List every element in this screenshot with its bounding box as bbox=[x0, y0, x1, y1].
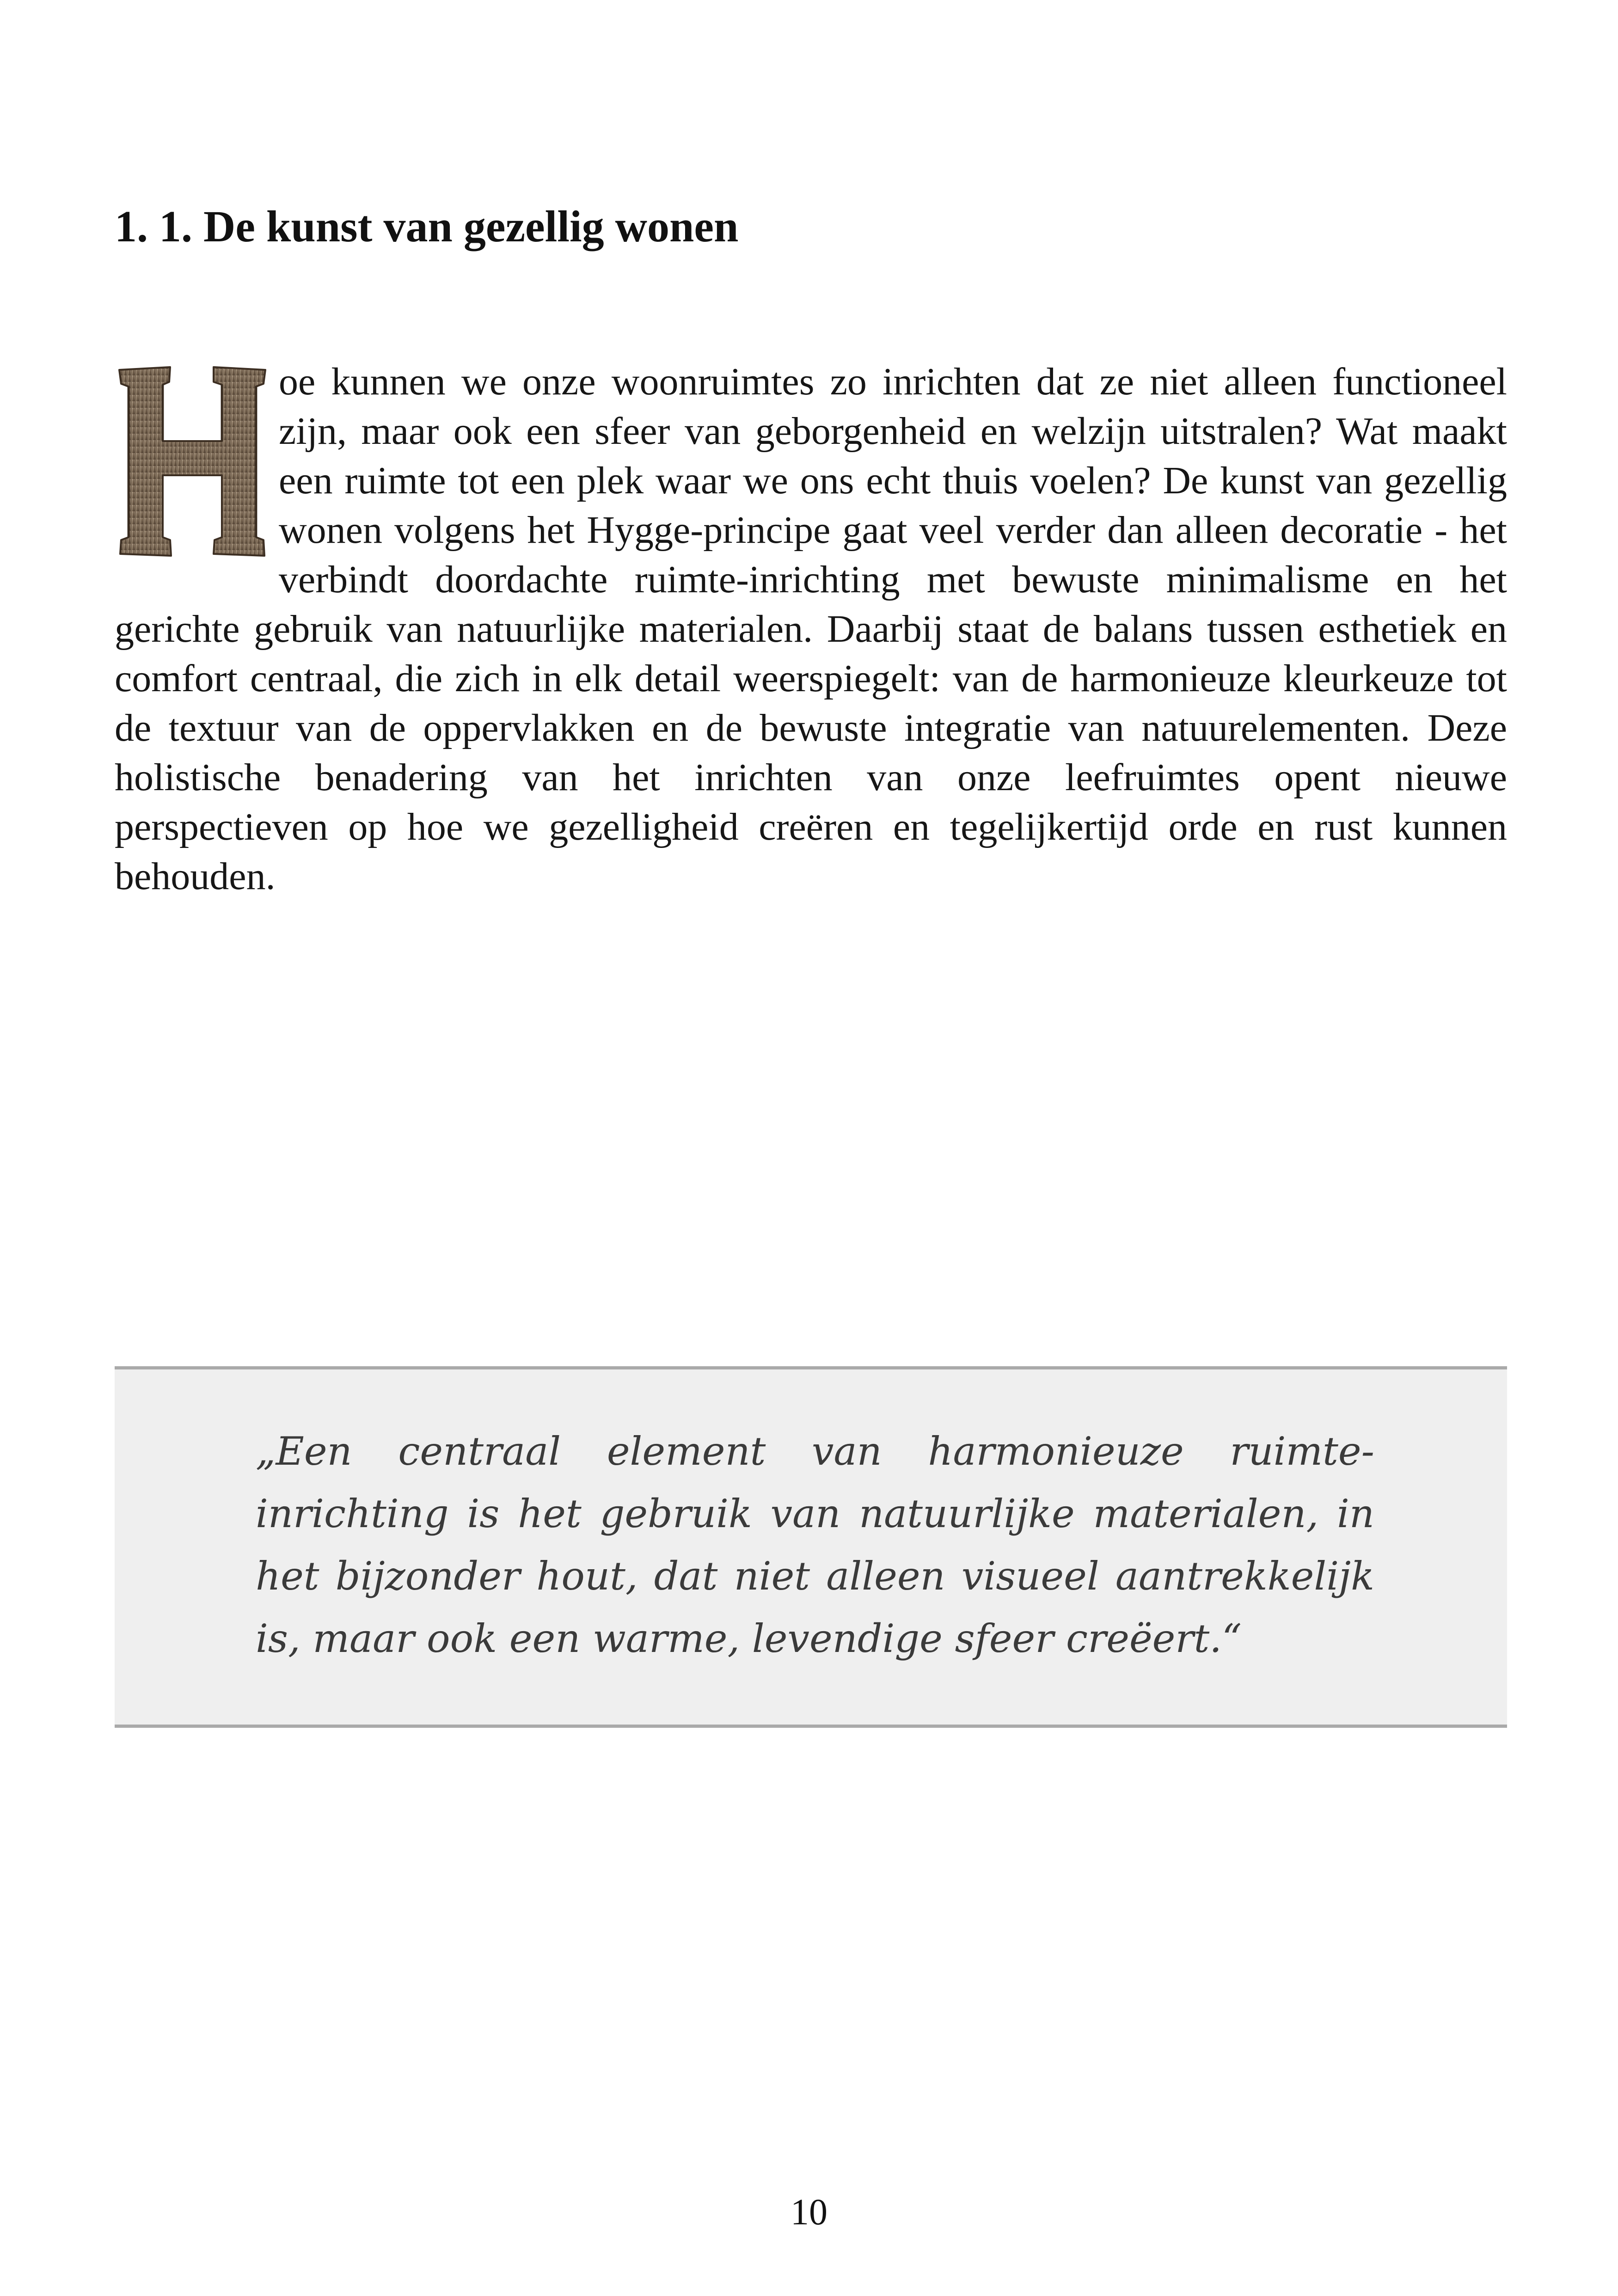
section-number: 1. 1. bbox=[115, 202, 192, 251]
page-number: 10 bbox=[791, 2192, 827, 2233]
pull-quote-box bbox=[115, 1366, 1507, 1728]
pull-quote-text: „Een centraal element van harmonieuze ruimte-inrichting is het gebruik van natuurlijke materialen, in het bijzonder hout, dat niet alleen visueel aantrekkelijk is, maar ook een warme, levendige sfeer creëert.“ bbox=[256, 1429, 1374, 1661]
intro-paragraph bbox=[115, 357, 1507, 901]
section-title: De kunst van gezellig wonen bbox=[203, 202, 739, 251]
intro-paragraph-text: oe kunnen we onze woonruimtes zo inrichten dat ze niet alleen functioneel zijn, maar ook een sfeer van geborgenheid en welzijn uitstralen? Wat maakt een ruimte tot een plek waar we ons echt thuis voelen? De kunst van gezellig wonen volgens het Hygge-principe gaat veel verder dan alleen decoratie - het verbindt doordachte ruimte-inrichting met bewuste minimalisme en het gerichte gebruik van natuurlijke materialen. Daarbij staat de balans tussen esthetiek en comfort centraal, die zich in elk detail weerspiegelt: van de harmonieuze kleurkeuze tot de textuur van de oppervlakken en de bewuste integratie van natuurelementen. Deze holistische benadering van het inrichten van onze leefruimtes opent nieuwe perspectieven op hoe we gezelligheid creëren en tegelijkertijd orde en rust kunnen behouden. bbox=[115, 360, 1507, 898]
drop-cap-letter-h bbox=[115, 362, 270, 560]
section-heading bbox=[115, 199, 738, 254]
